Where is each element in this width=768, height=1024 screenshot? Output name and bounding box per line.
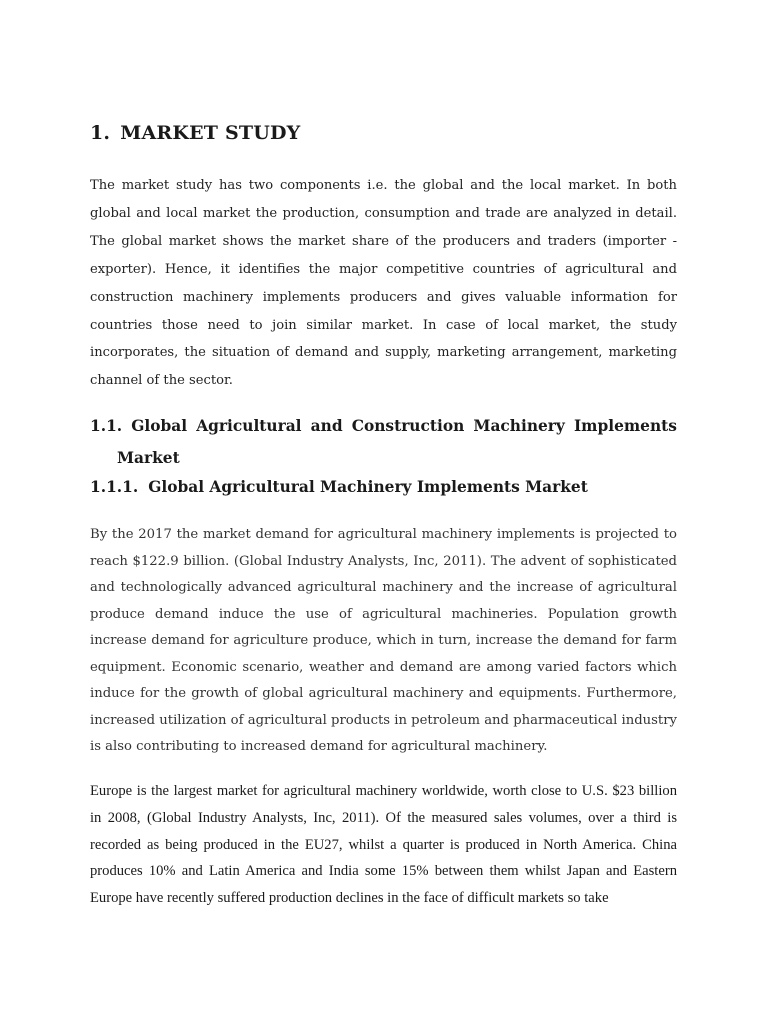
heading-word: Machinery (473, 417, 565, 435)
section-heading-market-study (90, 122, 300, 144)
heading-word: Agricultural (196, 417, 302, 435)
section-number: 1. (90, 122, 111, 144)
subsection-heading-global-market (90, 410, 677, 474)
subsection-number: 1.1. (90, 417, 123, 435)
heading-word: Global (131, 417, 188, 435)
subsubsection-number: 1.1.1. (90, 478, 139, 496)
subsection-heading-line1 (90, 410, 677, 442)
heading-word: and (310, 417, 343, 435)
subsubsection-heading-agricultural-market (90, 478, 588, 496)
paragraph-europe-market: Europe is the largest market for agricultural machinery worldwide, worth close to U.S. $23 billion in 2008, (Global Industry Analysts, Inc, 2011). Of the measured sales volumes, over a third is recorded as being produced in the EU27, whilst a quarter is produced in North America. China produces 10% and Latin America and India some 15% between them whilst Japan and Eastern Europe have recently suffered production declines in the face of difficult markets so take (90, 783, 677, 907)
subsubsection-title: Global Agricultural Machinery Implements Market (148, 478, 588, 496)
heading-word: Implements (573, 417, 677, 435)
subsection-heading-line2: Market (117, 449, 180, 467)
paragraph-market-demand: By the 2017 the market demand for agricultural machinery implements is projected to reach $122.9 billion. (Global Industry Analysts, Inc, 2011). The advent of sophisticated and technologically advanced agricultural machinery and the increase of agricultural produce demand induce the use of agricultural machineries. Population growth increase demand for agriculture produce, which in turn, increase the demand for farm equipment. Economic scenario, weather and demand are among varied factors which induce for the growth of global agricultural machinery and equipments. Furthermore, increased utilization of agricultural products in petroleum and pharmaceutical industry is also contributing to increased demand for agricultural machinery. (90, 527, 677, 754)
heading-word: Construction (351, 417, 465, 435)
intro-paragraph: The market study has two components i.e. the global and the local market. In both global and local market the production, consumption and trade are analyzed in detail. The global market shows the market share of the producers and traders (importer - exporter). Hence, it identifies the major competitive countries of agricultural and construction machinery implements producers and gives valuable information for countries those need to join similar market. In case of local market, the study incorporates, the situation of demand and supply, marketing arrangement, marketing channel of the sector. (90, 178, 677, 389)
section-title: MARKET STUDY (120, 122, 301, 144)
